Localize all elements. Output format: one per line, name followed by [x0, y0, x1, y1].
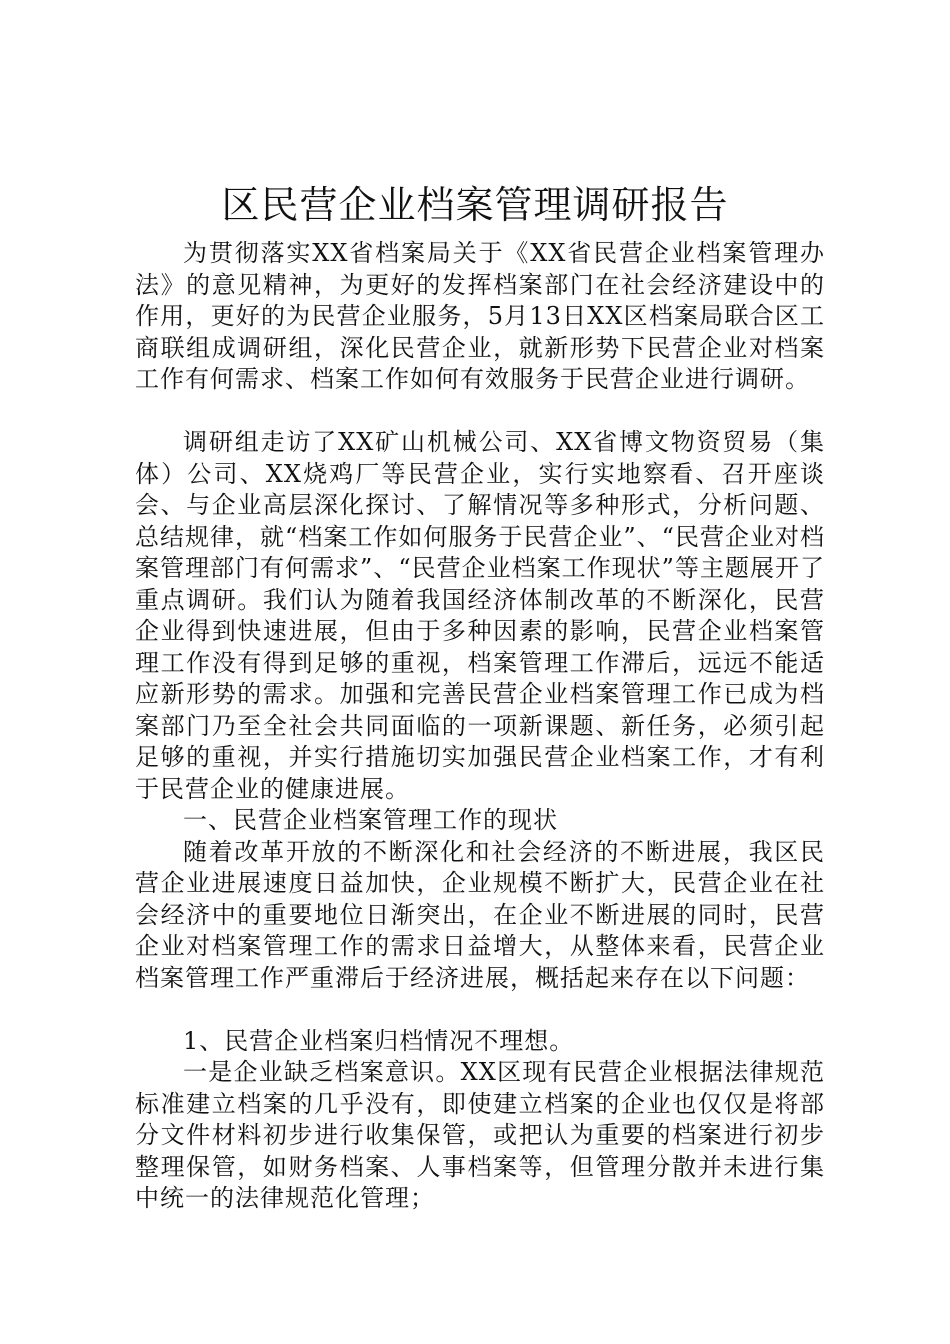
paragraph-awareness: 一是企业缺乏档案意识。XX区现有民营企业根据法律规范标准建立档案的几乎没有，即使建立档案的企业也仅仅是将部分文件材料初步进行收集保管，或把认为重要的档案进行初步整理保管，如财务档案、人事档案等，但管理分散并未进行集中统一的法律规范化管理； [135, 1058, 825, 1212]
subheading-archiving: 1、民营企业档案归档情况不理想。 [183, 1026, 575, 1055]
document-title: 区民营企业档案管理调研报告 [221, 183, 729, 227]
paragraph-status: 随着改革开放的不断深化和社会经济的不断进展，我区民营企业进展速度日益加快，企业规模不断扩大，民营企业在社会经济中的重要地位日渐突出，在企业不断进展的同时，民营企业对档案管理工作的需求日益增大，从整体来看，民营企业档案管理工作严重滞后于经济进展，概括起来存在以下问题： [135, 837, 825, 992]
paragraph-spacer [135, 994, 825, 1026]
section-heading-status: 一、民营企业档案管理工作的现状 [183, 806, 558, 834]
paragraph-spacer [135, 396, 825, 428]
document-body [135, 238, 825, 1215]
paragraph-intro: 为贯彻落实XX省档案局关于《XX省民营企业档案管理办法》的意见精神，为更好的发挥档案部门在社会经济建设中的作用，更好的为民营企业服务，5月13日XX区档案局联合区工商联组成调研组，深化民营企业，就新形势下民营企业对档案工作有何需求、档案工作如何有效服务于民营企业进行调研。 [135, 239, 825, 393]
paragraph-research: 调研组走访了XX矿山机械公司、XX省博文物资贸易（集体）公司、XX烧鸡厂等民营企业，实行实地察看、召开座谈会、与企业高层深化探讨、了解情况等多种形式，分析问题、总结规律，就“档案工作如何服务于民营企业”、“民营企业对档案管理部门有何需求”、“民营企业档案工作现状”等主题展开了重点调研。我们认为随着我国经济体制改革的不断深化，民营企业得到快速进展，但由于多种因素的影响，民营企业档案管理工作没有得到足够的重视，档案管理工作滞后，远远不能适应新形势的需求。加强和完善民营企业档案管理工作已成为档案部门乃至全社会共同面临的一项新课题、新任务，必须引起足够的重视，并实行措施切实加强民营企业档案工作，才有利于民营企业的健康进展。 [135, 428, 825, 803]
